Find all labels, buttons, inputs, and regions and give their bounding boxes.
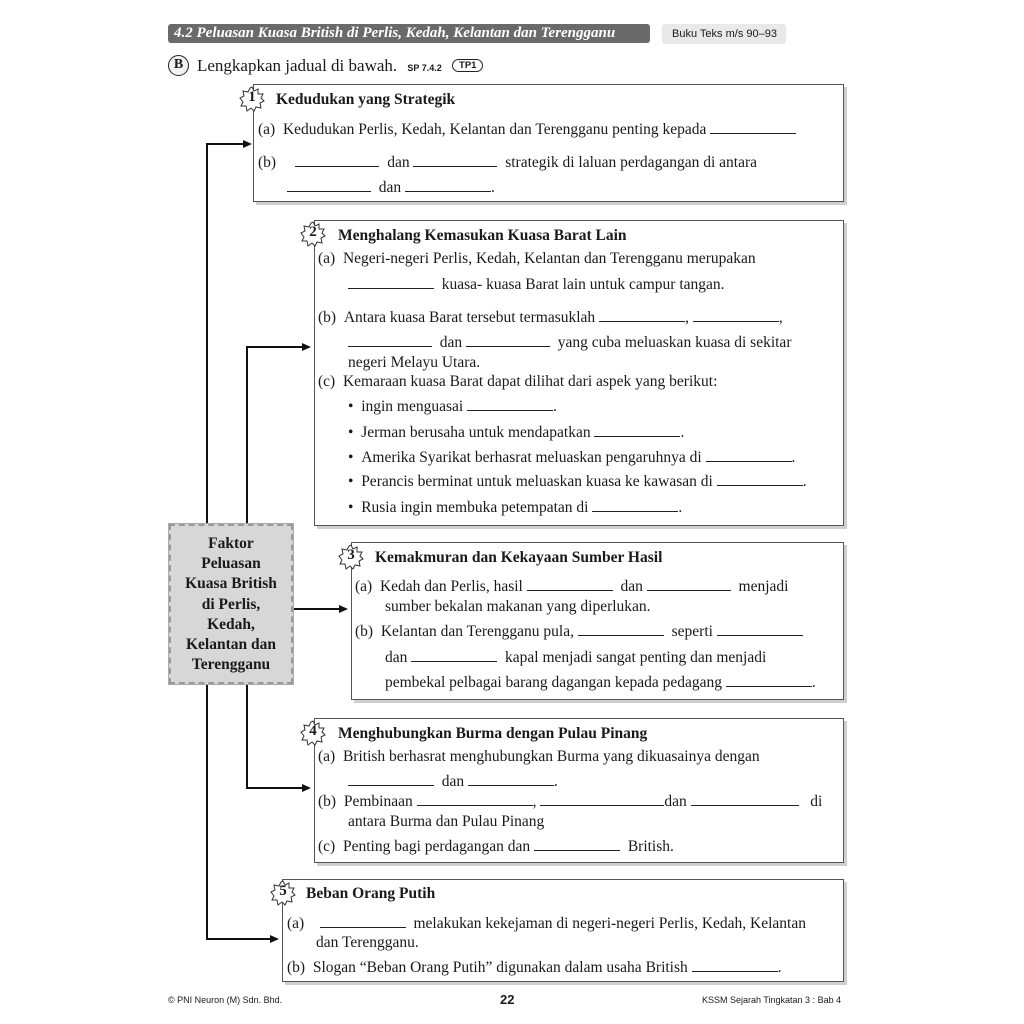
section-1-title: Kedudukan yang Strategik (276, 91, 456, 108)
answer-blank[interactable] (348, 334, 432, 347)
connector-branch-1 (206, 143, 244, 145)
answer-blank[interactable] (348, 773, 434, 786)
section-2-item-b-line2: dan yang cuba meluaskan kuasa di sekitar (348, 334, 791, 352)
section-5-number-badge: 5 (270, 880, 296, 906)
answer-blank[interactable] (287, 179, 371, 192)
section-2-bullet-2: • Jerman berusaha untuk mendapatkan . (348, 424, 685, 441)
section-2-item-b-line3: negeri Melayu Utara. (348, 354, 481, 371)
footer-copyright: © PNI Neuron (M) Sdn. Bhd. (168, 995, 283, 1005)
section-3-number-badge: 3 (338, 544, 364, 570)
answer-blank[interactable] (467, 398, 553, 411)
section-header-bar: 4.2 Peluasan Kuasa British di Perlis, Kedah, Kelantan dan Terengganu (168, 24, 650, 43)
answer-blank[interactable] (599, 309, 685, 322)
central-topic-line: Peluasan (201, 555, 261, 573)
answer-blank[interactable] (466, 334, 550, 347)
arrow-4 (302, 784, 311, 792)
section-2-item-a-line2: kuasa- kuasa Barat lain untuk campur tangan. (348, 276, 725, 294)
section-2-bullet-3: • Amerika Syarikat berhasrat meluaskan pengaruhnya di . (348, 449, 796, 466)
answer-blank[interactable] (717, 473, 803, 486)
central-topic-box (169, 524, 293, 684)
section-3-title: Kemakmuran dan Kekayaan Sumber Hasil (375, 549, 663, 566)
section-2-item-b-line1: (b) Antara kuasa Barat tersebut termasuklah , , (318, 309, 783, 326)
answer-blank[interactable] (717, 623, 803, 636)
section-3-item-b-line3: pembekal pelbagai barang dagangan kepada pedagang . (385, 674, 816, 691)
section-2-bullet-5: • Rusia ingin membuka petempatan di . (348, 499, 683, 516)
instruction-line (197, 56, 483, 76)
section-4-item-a-line1: (a) British berhasrat menghubungkan Burma yang dikuasainya dengan (318, 748, 760, 765)
section-3-item-a-line1: (a) Kedah dan Perlis, hasil dan menjadi (355, 578, 789, 595)
answer-blank[interactable] (411, 649, 497, 662)
section-4-title: Menghubungkan Burma dengan Pulau Pinang (338, 725, 648, 742)
connector-branch-3 (293, 608, 339, 610)
answer-blank[interactable] (405, 179, 491, 192)
answer-blank[interactable] (348, 276, 434, 289)
central-topic-line: Kelantan dan (185, 636, 276, 654)
answer-blank[interactable] (534, 838, 620, 851)
answer-blank[interactable] (594, 424, 680, 437)
instruction-text: Lengkapkan jadual di bawah. (197, 56, 398, 75)
connector-branch-5 (206, 938, 270, 940)
connector-branch-2 (246, 346, 302, 348)
answer-blank[interactable] (691, 793, 799, 806)
section-2-item-a-line1: (a) Negeri-negeri Perlis, Kedah, Kelantan dan Terengganu merupakan (318, 250, 756, 267)
tp-level-badge: TP1 (452, 59, 483, 72)
section-2-number-badge: 2 (300, 221, 326, 247)
answer-blank[interactable] (540, 793, 664, 806)
section-5-item-a-line1: (a) melakukan kekejaman di negeri-negeri Perlis, Kedah, Kelantan (287, 915, 806, 932)
section-4-item-b-line2: antara Burma dan Pulau Pinang (348, 813, 545, 830)
arrow-2 (302, 343, 311, 351)
section-2-bullet-4: • Perancis berminat untuk meluaskan kuasa ke kawasan di . (348, 473, 807, 490)
section-5-item-a-line2: dan Terengganu. (316, 934, 419, 951)
central-topic-line: Faktor (208, 535, 254, 552)
answer-blank[interactable] (527, 578, 613, 591)
arrow-5 (270, 935, 279, 943)
section-3-item-b-line2: dan kapal menjadi sangat penting dan menjadi (385, 649, 767, 666)
answer-blank[interactable] (295, 154, 379, 167)
answer-blank[interactable] (320, 915, 406, 928)
answer-blank[interactable] (413, 154, 497, 167)
answer-blank[interactable] (693, 309, 779, 322)
section-2-bullet-1: • ingin menguasai . (348, 398, 557, 415)
section-2-title: Menghalang Kemasukan Kuasa Barat Lain (338, 227, 627, 244)
central-topic-line: Terengganu (191, 656, 271, 674)
section-1-item-a: (a) Kedudukan Perlis, Kedah, Kelantan dan Terengganu penting kepada (258, 121, 796, 139)
answer-blank[interactable] (692, 959, 778, 972)
section-1-item-b-line2: dan . (287, 179, 495, 197)
section-3-item-b-line1: (b) Kelantan dan Terengganu pula, seperti (355, 623, 803, 641)
part-b-badge: B (168, 55, 189, 76)
section-4-item-b-line1: (b) Pembinaan , dan di (318, 793, 823, 810)
answer-blank[interactable] (706, 449, 792, 462)
answer-blank[interactable] (726, 674, 812, 687)
answer-blank[interactable] (647, 578, 731, 591)
answer-blank[interactable] (710, 121, 796, 134)
central-topic-line: di Perlis, (201, 595, 261, 613)
arrow-3 (339, 605, 348, 613)
section-4-item-c: (c) Penting bagi perdagangan dan British. (318, 838, 674, 855)
section-4-item-a-line2: dan . (348, 773, 558, 791)
central-topic-line: Kedah, (207, 615, 255, 633)
standard-code: SP 7.4.2 (407, 63, 442, 73)
section-1-number-badge: 1 (239, 86, 265, 112)
answer-blank[interactable] (417, 793, 533, 806)
section-3-item-a-line2: sumber bekalan makanan yang diperlukan. (385, 598, 651, 615)
section-5-title: Beban Orang Putih (306, 885, 436, 902)
answer-blank[interactable] (468, 773, 554, 786)
answer-blank[interactable] (592, 499, 678, 512)
section-1-item-b-line1: (b) dan strategik di laluan perdagangan di antara (258, 154, 757, 171)
section-2-item-c: (c) Kemaraan kuasa Barat dapat dilihat dari aspek yang berikut: (318, 373, 718, 390)
connector-branch-4 (246, 787, 302, 789)
section-5-item-b: (b) Slogan “Beban Orang Putih” digunakan dalam usaha British . (287, 959, 782, 976)
answer-blank[interactable] (578, 623, 664, 636)
page-number: 22 (500, 992, 515, 1007)
footer-book-info: KSSM Sejarah Tingkatan 3 : Bab 4 (702, 995, 842, 1005)
section-4-number-badge: 4 (300, 720, 326, 746)
central-topic-line: Kuasa British (185, 575, 277, 593)
textbook-reference: Buku Teks m/s 90–93 (662, 24, 786, 44)
arrow-1 (243, 140, 252, 148)
